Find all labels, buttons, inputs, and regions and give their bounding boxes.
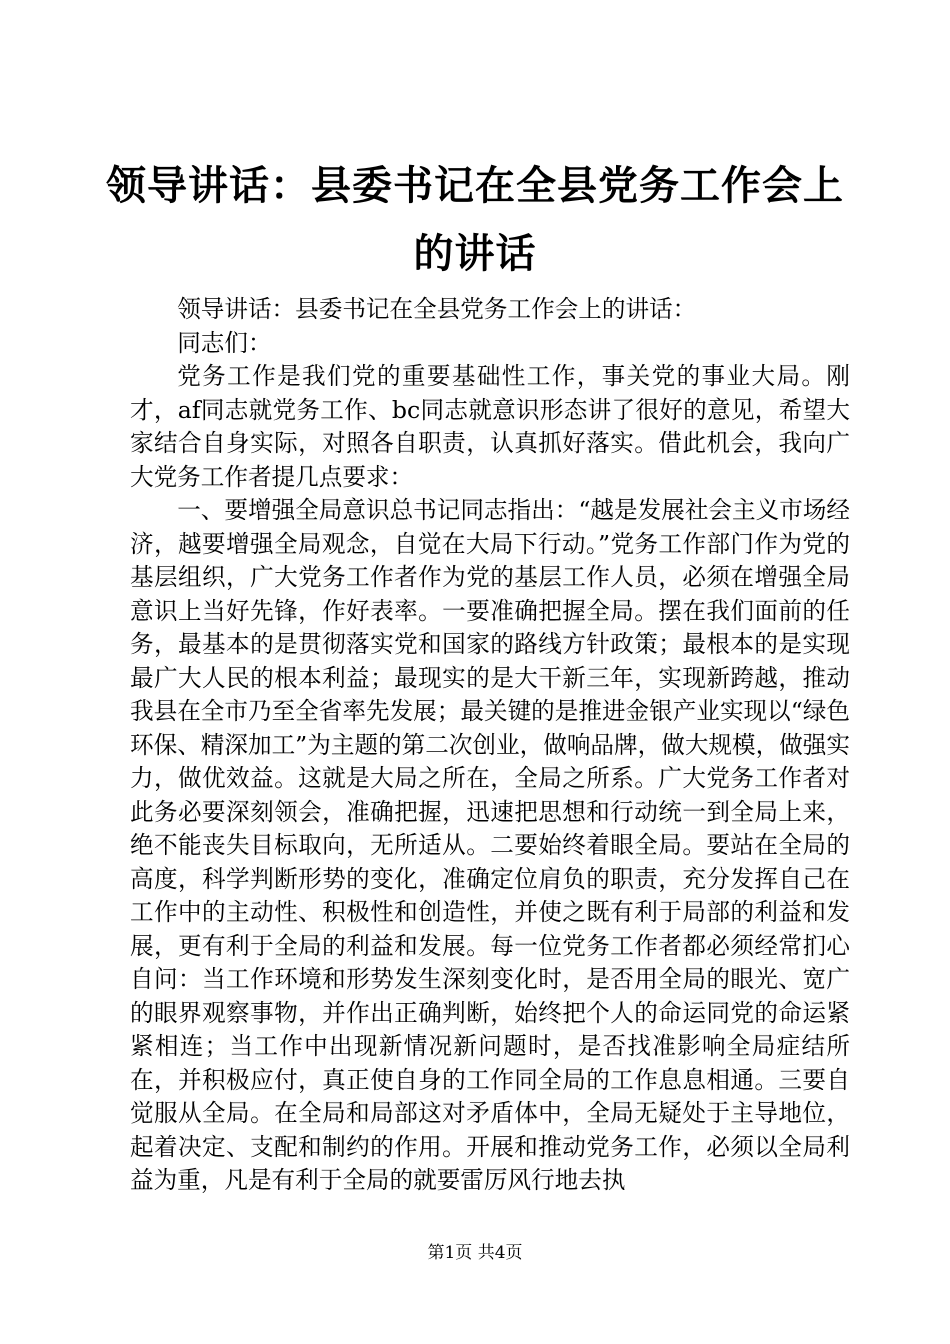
intro-paragraph: 党务工作是我们党的重要基础性工作，事关党的事业大局。刚才，af同志就党务工作、bc同志就意识形态讲了很好的意见，希望大家结合自身实际，对照各自职责，认真抓好落实。借此机会，我向广大党务工作者提几点要求： <box>130 362 850 491</box>
speech-heading-line: 领导讲话：县委书记在全县党务工作会上的讲话： <box>177 295 697 323</box>
document-title: 领导讲话：县委书记在全县党务工作会上的讲话 <box>106 162 844 277</box>
page-number-footer: 第1页 共4页 <box>427 1243 523 1263</box>
section-one-paragraph: 一、要增强全局意识总书记同志指出：“越是发展社会主义市场经济，越要增强全局观念，自觉在大局下行动。”党务工作部门作为党的基层组织，广大党务工作者作为党的基层工作人员，必须在增强全局意识上当好先锋，作好表率。一要准确把握全局。摆在我们面前的任务，最基本的是贯彻落实党和国家的路线方针政策；最根本的是实现最广大人民的根本利益；最现实的是大干新三年，实现新跨越，推动我县在全市乃至全省率先发展；最关键的是推进金银产业实现以“绿色环保、精深加工”为主题的第二次创业，做响品牌，做大规模，做强实力，做优效益。这就是大局之所在，全局之所系。广大党务工作者对此务必要深刻领会，准确把握，迅速把思想和行动统一到全局上来，绝不能丧失目标取向，无所适从。二要始终着眼全局。要站在全局的高度，科学判断形势的变化，准确定位肩负的职责，充分发挥自己在工作中的主动性、积极性和创造性，并使之既有利于局部的利益和发展，更有利于全局的利益和发展。每一位党务工作者都必须经常扪心自问：当工作环境和形势发生深刻变化时，是否用全局的眼光、宽广的眼界观察事物，并作出正确判断，始终把个人的命运同党的命运紧紧相连；当工作中出现新情况新问题时，是否找准影响全局症结所在，并积极应付，真正使自身的工作同全局的工作息息相通。三要自觉服从全局。在全局和局部这对矛盾体中，全局无疑处于主导地位，起着决定、支配和制约的作用。开展和推动党务工作，必须以全局利益为重，凡是有利于全局的就要雷厉风行地去执 <box>130 496 850 1194</box>
salutation: 同志们： <box>177 328 272 357</box>
document-body <box>130 293 850 1198</box>
